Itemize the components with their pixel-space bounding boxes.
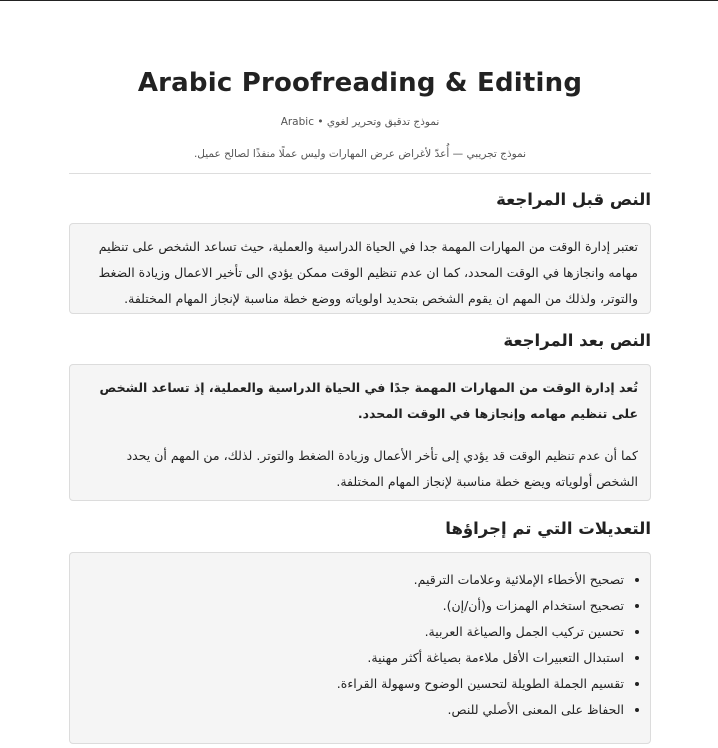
before-heading: النص قبل المراجعة [496,190,651,209]
page-title: Arabic Proofreading & Editing [137,68,583,98]
edits-list [82,567,638,723]
list-item: • تصحيح الأخطاء الإملائية وعلامات الترقيم. [82,567,624,593]
before-text-box [69,223,651,314]
edits-box [69,552,651,744]
list-item: • تصحيح استخدام الهمزات و(أن/إن). [82,593,624,619]
edits-heading: التعديلات التي تم إجراؤها [445,519,651,538]
top-border [0,0,718,1]
disclaimer-note: نموذج تجريبي — أُعدّ لأغراض عرض المهارات وليس عملًا منفذًا لصالح عميل. [193,148,527,160]
after-paragraph-2: كما أن عدم تنظيم الوقت قد يؤدي إلى تأخر الأعمال وزيادة الضغط والتوتر. لذلك، من المهم أن يحدد الشخص أولوياته ويضع خطة مناسبة لإنجاز المهام المختلفة. [126,448,638,489]
list-item: • تقسيم الجملة الطويلة لتحسين الوضوح وسهولة القراءة. [82,671,624,697]
list-item: • تحسين تركيب الجمل والصياغة العربية. [82,619,624,645]
list-item: • استبدال التعبيرات الأقل ملاءمة بصياغة أكثر مهنية. [82,645,624,671]
after-heading: النص بعد المراجعة [503,331,651,350]
before-text: تعتبر إدارة الوقت من المهارات المهمة جدا في الحياة الدراسية والعملية، حيث تساعد الشخص على تنظيم مهامه وانجازها في الوقت المحدد، كما ان عدم تنظيم الوقت ممكن يؤدي الى تأخير الاعمال وزيادة الضغط والتوتر، ولذلك من المهم ان يقوم الشخص بتحديد اولوياته ووضع خطة مناسبة لإنجاز المهام المختلفة. [98,239,638,306]
after-text-box [69,364,651,501]
page-subtitle: نموذج تدقيق وتحرير لغوي • Arabic [280,116,440,128]
after-paragraph-1: تُعد إدارة الوقت من المهارات المهمة جدًا في الحياة الدراسية والعملية، إذ تساعد الشخص على تنظيم مهامه وإنجازها في الوقت المحدد. [99,380,638,421]
list-item: • الحفاظ على المعنى الأصلي للنص. [82,697,624,723]
header-divider [69,173,651,174]
